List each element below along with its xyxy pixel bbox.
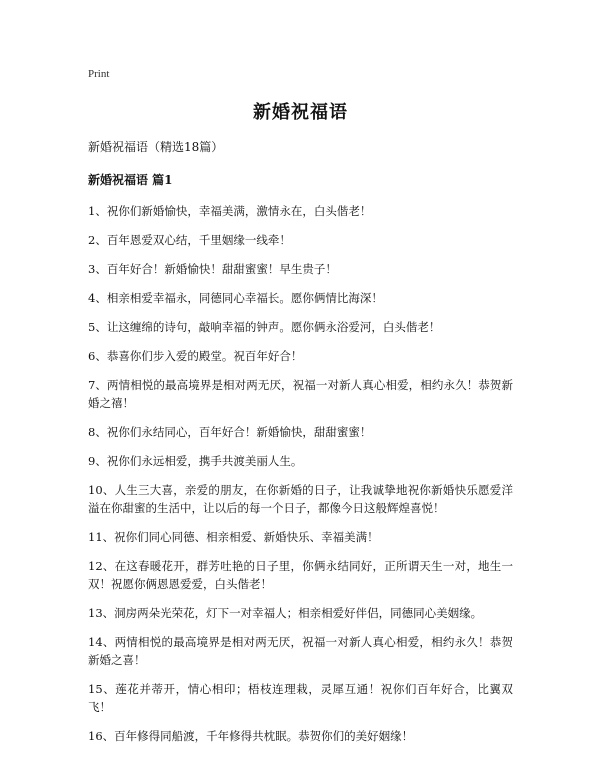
blessing-item-6: 6、恭喜你们步入爱的殿堂。祝百年好合！ xyxy=(88,349,303,363)
print-label: Print xyxy=(88,68,110,80)
blessing-item-2: 2、百年恩爱双心结，千里姻缘一线牵！ xyxy=(88,233,291,247)
blessing-item-8: 8、祝你们永结同心，百年好合！新婚愉快，甜甜蜜蜜！ xyxy=(88,425,372,439)
blessing-item-5: 5、让这缠绵的诗句，敲响幸福的钟声。愿你俩永浴爱河，白头偕老！ xyxy=(88,320,441,334)
blessing-item-4: 4、相亲相爱幸福永，同德同心幸福长。愿你俩情比海深！ xyxy=(88,291,383,305)
blessing-item-15: 15、莲花并蒂开，情心相印；梧枝连理栽，灵犀互通！祝你们百年好合，比翼双飞！ xyxy=(88,682,513,714)
blessing-item-13: 13、洞房两朵光荣花，灯下一对幸福人；相亲相爱好伴侣，同德同心美姻缘。 xyxy=(88,606,483,620)
blessing-item-14: 14、两情相悦的最高境界是相对两无厌，祝福一对新人真心相爱，相约永久！恭贺新婚之喜！ xyxy=(88,635,513,667)
section-heading: 新婚祝福语 篇1 xyxy=(88,173,173,187)
blessing-item-10: 10、人生三大喜，亲爱的朋友，在你新婚的日子，让我诚挚地祝你新婚快乐愿爱洋溢在你甜蜜的生活中，让以后的每一个日子，都像今日这般辉煌喜悦！ xyxy=(88,483,513,515)
blessing-item-11: 11、祝你们同心同德、相亲相爱、新婚快乐、幸福美满！ xyxy=(88,530,379,544)
blessing-item-1: 1、祝你们新婚愉快，幸福美满，激情永在，白头偕老！ xyxy=(88,204,372,218)
blessing-item-16: 16、百年修得同船渡，千年修得共枕眠。恭贺你们的美好姻缘！ xyxy=(88,729,414,743)
document-title: 新婚祝福语 xyxy=(253,102,348,123)
blessing-item-12: 12、在这春暖花开，群芳吐艳的日子里，你俩永结同好，正所谓天生一对，地生一双！祝愿你俩恩恩爱爱，白头偕老！ xyxy=(88,559,513,591)
blessing-item-3: 3、百年好合！新婚愉快！甜甜蜜蜜！早生贵子！ xyxy=(88,262,337,276)
blessing-item-9: 9、祝你们永远相爱，携手共渡美丽人生。 xyxy=(88,454,303,468)
document-subtitle: 新婚祝福语（精选18篇） xyxy=(88,140,224,154)
blessing-item-7: 7、两情相悦的最高境界是相对两无厌，祝福一对新人真心相爱，相约永久！恭贺新婚之禧！ xyxy=(88,378,513,410)
blessing-list xyxy=(88,202,513,745)
document-page xyxy=(88,68,513,756)
